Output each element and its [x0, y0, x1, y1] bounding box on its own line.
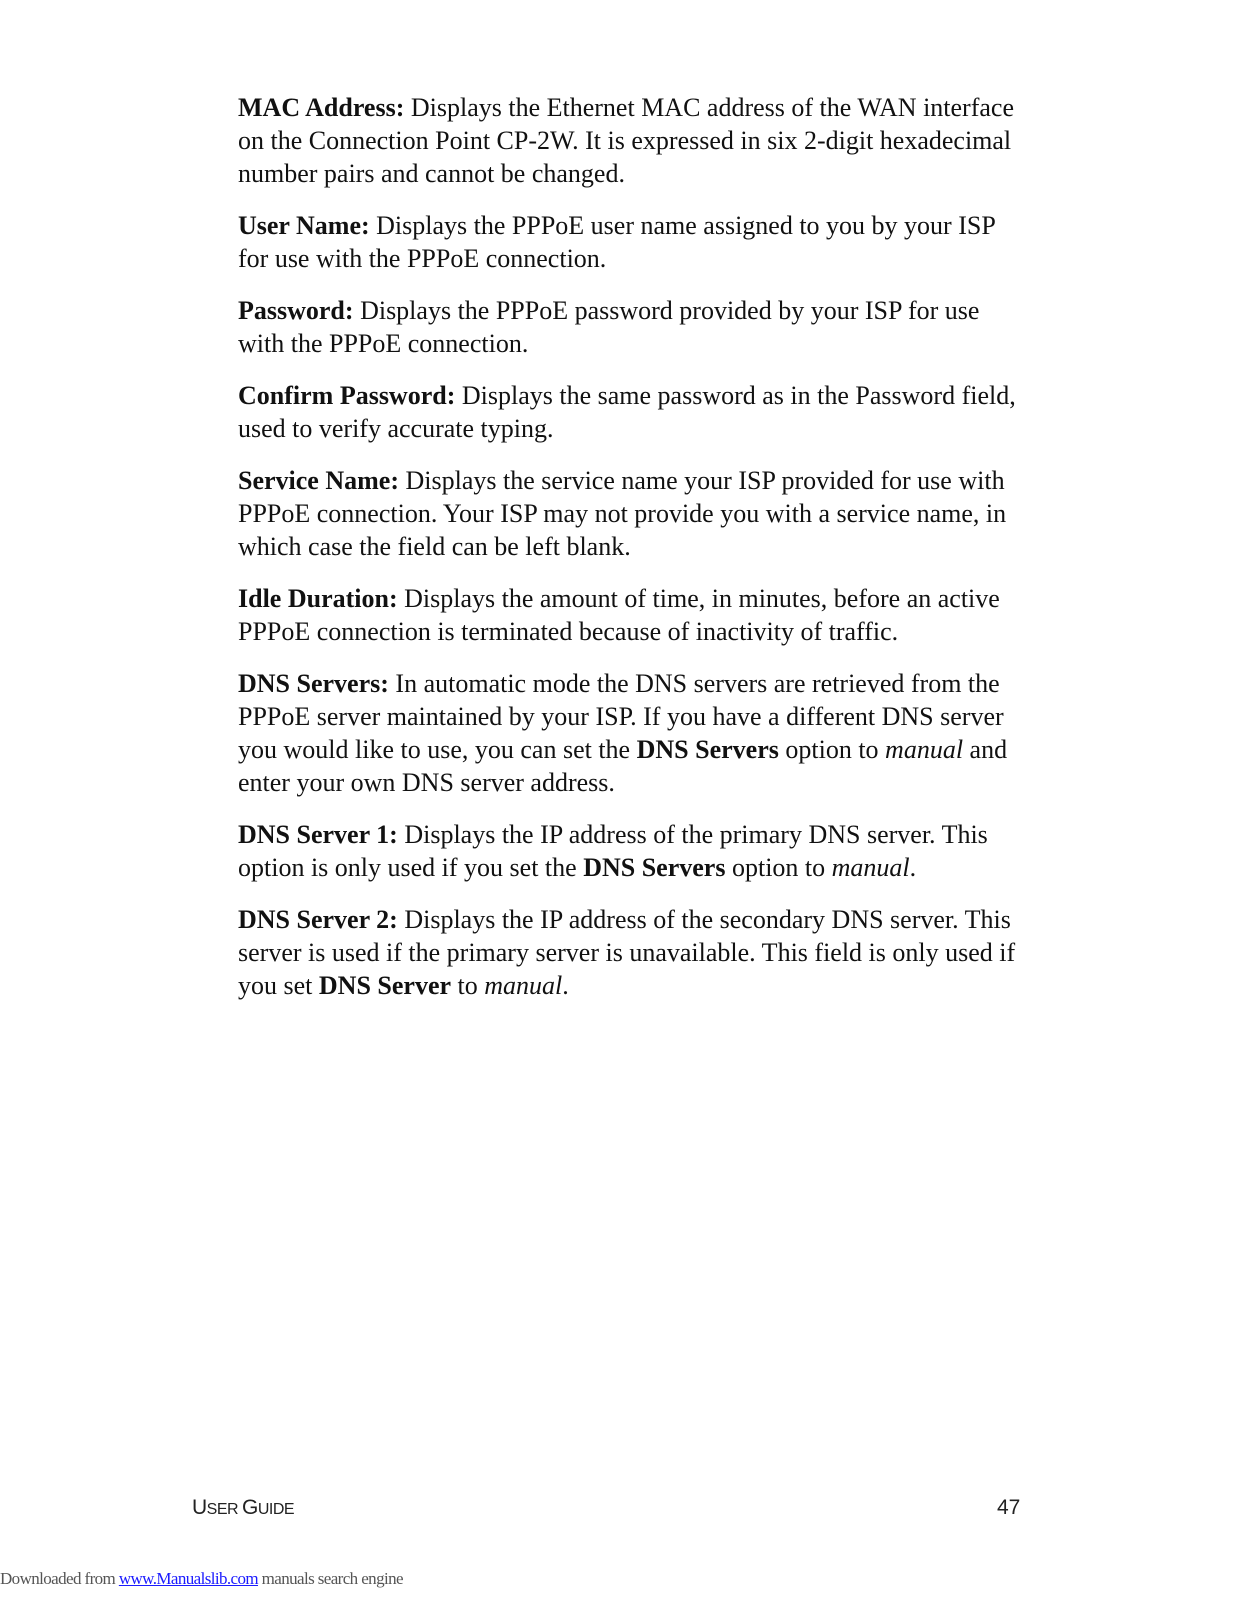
entry-password: [238, 294, 1028, 360]
entry-dns-server-2: [238, 903, 1028, 1002]
entry-text: Displays the IP address of the secondary DNS server. This server is used if the primary server is unavailable. This field is only used if you set: [238, 905, 1016, 1000]
entry-text: In automatic mode the DNS servers are retrieved from the PPPoE server maintained by your ISP. If you have a different DNS server you would like to use, you can set the: [238, 669, 1004, 764]
entry-term: User Name:: [238, 211, 370, 240]
entry-term: DNS Server 2:: [238, 905, 398, 934]
entry-italic-ref: manual: [831, 853, 910, 882]
entry-text: .: [562, 971, 569, 1000]
entry-text: to: [451, 971, 485, 1000]
entry-mac-address: [238, 91, 1028, 190]
page-number: 47: [997, 1496, 1021, 1519]
entry-text: Displays the PPPoE user name assigned to you by your ISP for use with the PPPoE connection.: [238, 211, 995, 273]
document-body: [238, 91, 1028, 1021]
entry-term: Password:: [238, 296, 354, 325]
entry-service-name: [238, 464, 1028, 563]
entry-text: Displays the service name your ISP provided for use with PPPoE connection. Your ISP may not provide you with a service name, in which case the field can be left blank.: [238, 466, 1007, 561]
entry-term: DNS Servers:: [238, 669, 389, 698]
entry-bold-ref: DNS Servers: [583, 853, 726, 882]
entry-italic-ref: manual: [484, 971, 563, 1000]
download-prefix: Downloaded from: [0, 1569, 119, 1588]
download-suffix: manuals search engine: [258, 1569, 403, 1588]
download-notice: [0, 1569, 403, 1589]
entry-text: option to: [725, 853, 832, 882]
entry-dns-server-1: [238, 818, 1028, 884]
entry-text: Displays the PPPoE password provided by your ISP for use with the PPPoE connection.: [238, 296, 980, 358]
entry-text: Displays the amount of time, in minutes, before an active PPPoE connection is terminated because of inactivity of traffic.: [238, 584, 1000, 646]
entry-text: Displays the same password as in the Password field, used to verify accurate typing.: [238, 381, 1016, 443]
footer-guide-label: USER GUIDE: [192, 1496, 295, 1519]
entry-term: Idle Duration:: [238, 584, 398, 613]
entry-bold-ref: DNS Server: [318, 971, 452, 1000]
entry-text: and enter your own DNS server address.: [238, 735, 1008, 797]
entry-text: option to: [778, 735, 886, 764]
entry-text: .: [909, 853, 917, 882]
entry-user-name: [238, 209, 1028, 275]
manualslib-link[interactable]: www.Manualslib.com: [118, 1569, 259, 1588]
entry-idle-duration: [238, 582, 1028, 648]
entry-text: Displays the Ethernet MAC address of the WAN interface on the Connection Point CP-2W. It is expressed in six 2-digit hexadecimal number pairs and cannot be changed.: [238, 93, 1014, 188]
entry-italic-ref: manual: [885, 735, 964, 764]
entry-bold-ref: DNS Servers: [636, 735, 779, 764]
entry-term: Confirm Password:: [238, 381, 456, 410]
entry-term: MAC Address:: [238, 93, 405, 122]
entry-confirm-password: [238, 379, 1028, 445]
entry-term: DNS Server 1:: [238, 820, 398, 849]
entry-dns-servers: [238, 667, 1028, 799]
entry-term: Service Name:: [238, 466, 399, 495]
entry-text: Displays the IP address of the primary DNS server. This option is only used if you set the: [238, 820, 988, 882]
